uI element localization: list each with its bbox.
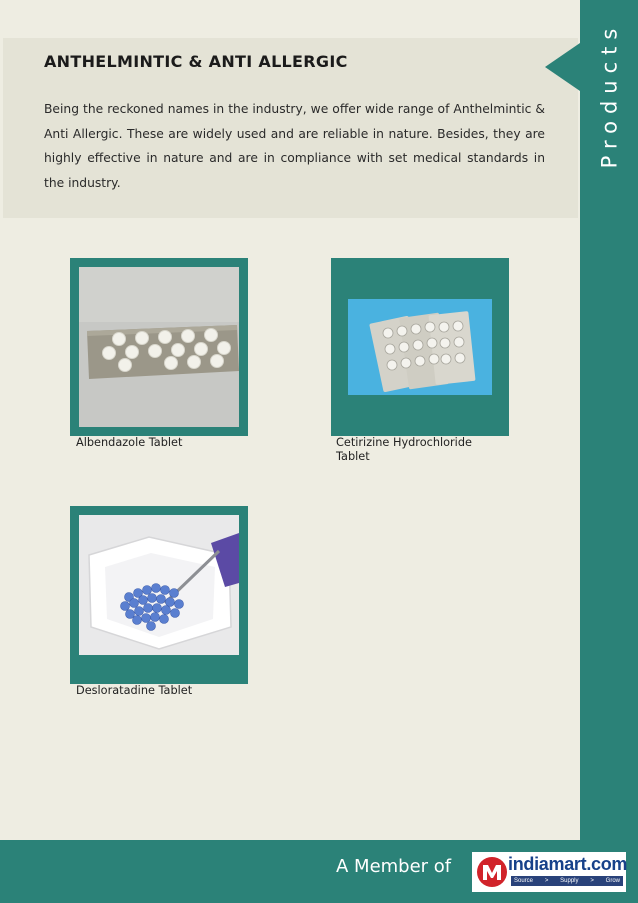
product-card-albendazole[interactable] [70, 258, 270, 458]
product-card-cetirizine[interactable] [331, 258, 531, 468]
tagline-grow: Grow [605, 878, 620, 884]
page-title: ANTHELMINTIC & ANTI ALLERGIC [44, 52, 348, 71]
product-name: Albendazole Tablet [76, 436, 183, 449]
section-label-text: Products [597, 21, 621, 169]
product-name: Cetirizine Hydrochloride Tablet [336, 436, 472, 463]
pointer-arrow-icon [545, 43, 580, 91]
footer-member-text: A Member of [336, 856, 452, 877]
logo-wordmark: indiamart.com [508, 854, 628, 874]
tagline-supply: Supply [560, 878, 579, 884]
logo-tagline [511, 876, 623, 886]
tagline-separator: > [590, 878, 594, 884]
tagline-separator: > [544, 878, 549, 884]
product-card-desloratadine[interactable] [70, 506, 270, 706]
blister-pack-icon [79, 267, 239, 427]
tagline-source: Source [514, 878, 534, 884]
indiamart-m-icon [475, 856, 509, 888]
tablets-in-bowl-icon [79, 515, 239, 655]
stacked-blister-packs-icon [348, 299, 492, 395]
section-label [580, 0, 638, 190]
intro-text: Being the reckoned names in the industry, we offer wide range of Anthelmintic & Anti Allergic. These are widely used and are reliable in nature. Besides, they are highly effective in nature and are in compliance with set medical standards in the industry. [44, 102, 545, 190]
product-name: Desloratadine Tablet [76, 684, 193, 697]
